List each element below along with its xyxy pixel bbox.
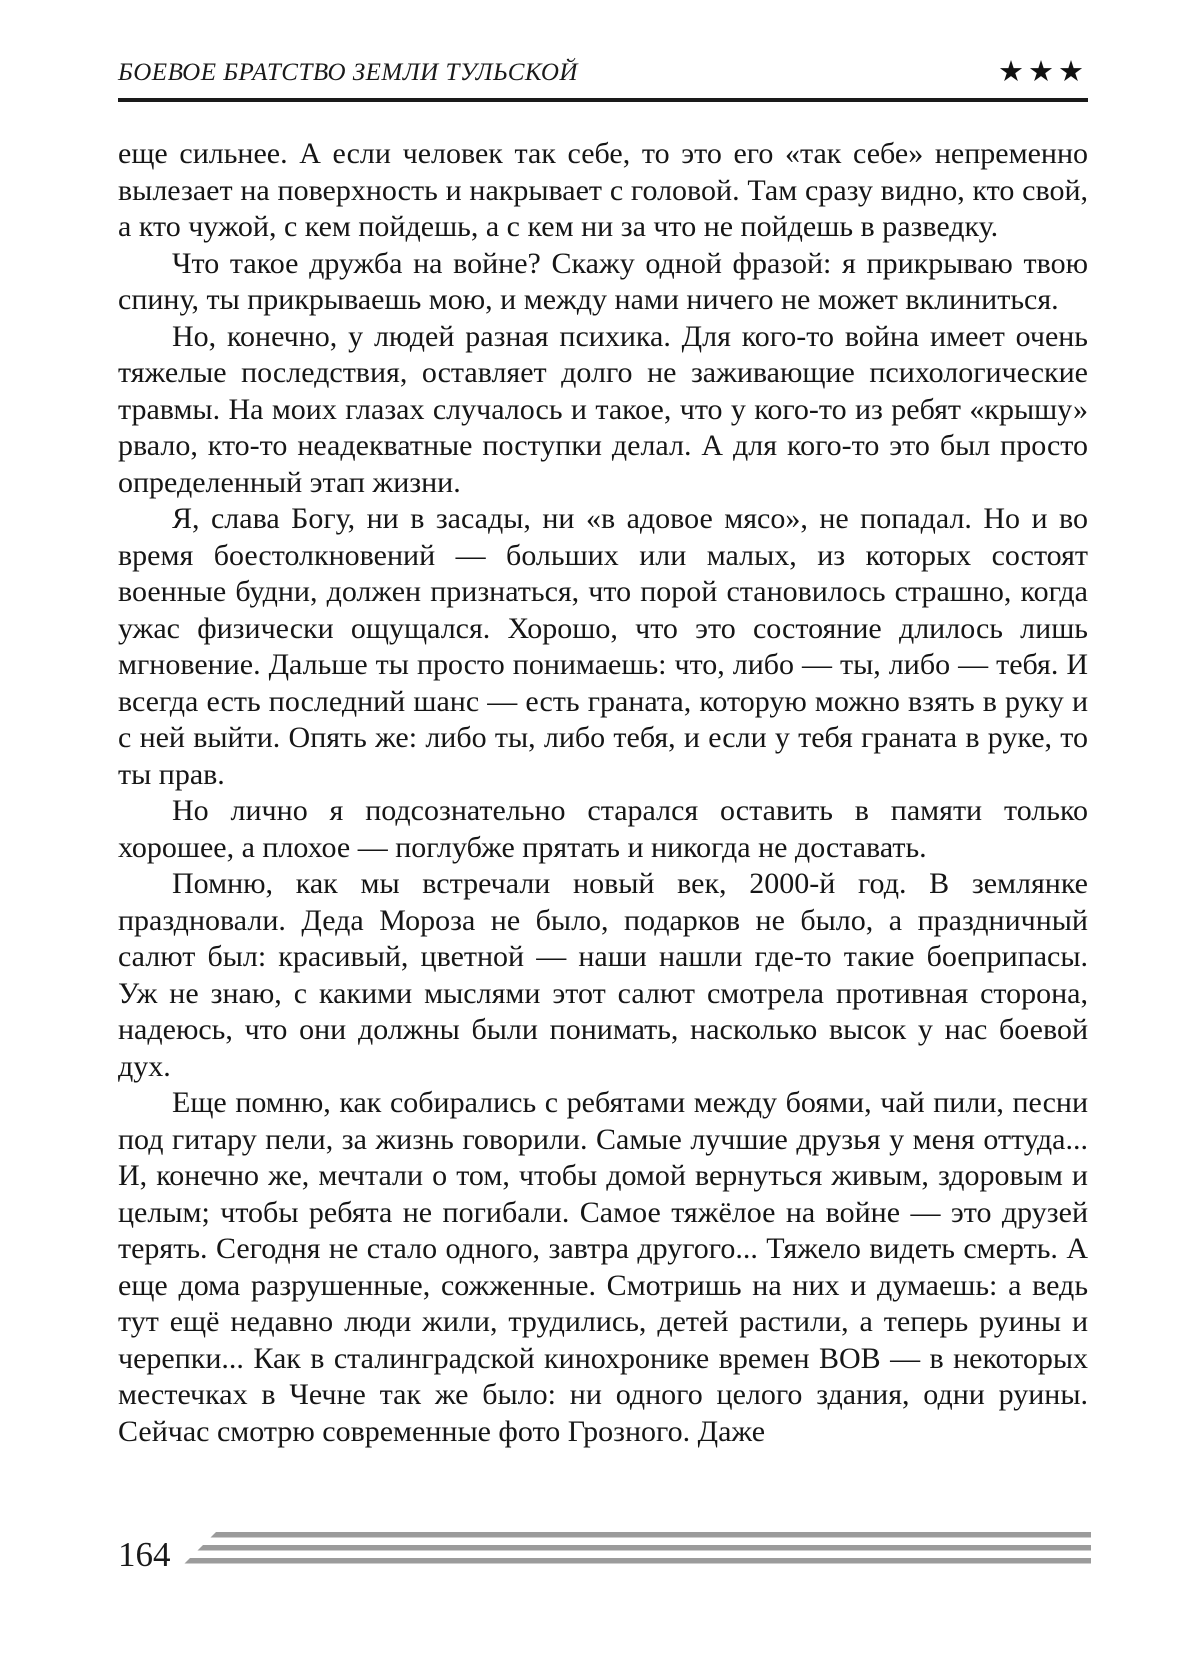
paragraph: Помню, как мы встречали новый век, 2000-й год. В землянке праздновали. Деда Мороза не было, подарков не было, а праздничный салют был: красивый, цветной — наши нашли где-то такие боеприпасы. Уж не знаю, с какими мыслями этот салют смотрела противная сторона, надеюсь, что они должны были понимать, насколько высок у нас боевой дух. — [118, 867, 1088, 1083]
running-title: БОЕВОЕ БРАТСТВО ЗЕМЛИ ТУЛЬСКОЙ — [118, 59, 578, 86]
paragraph: Что такое дружба на войне? Скажу одной фразой: я прикрываю твою спину, ты прикрываешь мою, и между нами ничего не может вклиниться. — [118, 246, 1088, 316]
page-content — [118, 0, 1088, 1450]
footer-stripe — [210, 1532, 1091, 1538]
footer-stripe — [197, 1545, 1091, 1551]
body-text — [118, 136, 1088, 1450]
paragraph: Еще помню, как собирались с ребятами между боями, чай пили, песни под гитару пели, за жизнь говорили. Самые лучшие друзья у меня оттуда... И, конечно же, мечтали о том, чтобы домой вернуться живым, здоровым и целым; чтобы ребята не погибали. Самое тяжёлое на войне — это друзей терять. Сегодня не стало одного, завтра другого... Тяжело видеть смерть. А еще дома разрушенные, сожженные. Смотришь на них и думаешь: а ведь тут ещё недавно люди жили, трудились, детей растили, а теперь руины и черепки... Как в сталинградской кинохронике времен ВОВ — в некоторых местечках в Чечне так же было: ни одного целого здания, одни руины. Сейчас смотрю современные фото Грозного. Даже — [118, 1086, 1088, 1448]
footer-stripe — [184, 1558, 1091, 1564]
page-number: 164 — [118, 1535, 171, 1574]
footer-stripes-decoration — [183, 1531, 1091, 1565]
three-stars-icon: ★★★ — [998, 56, 1088, 88]
header-rule — [118, 98, 1088, 102]
paragraph: Но, конечно, у людей разная психика. Для кого-то война имеет очень тяжелые последствия, оставляет долго не заживающие психологические травмы. На моих глазах случалось и такое, что у кого-то из ребят «крышу» рвало, кто-то неадекватные поступки делал. А для кого-то это был просто определенный этап жизни. — [118, 319, 1088, 499]
paragraph: еще сильнее. А если человек так себе, то это его «так себе» непременно вылезает на поверхность и накрывает с головой. Там сразу видно, кто свой, а кто чужой, с кем пойдешь, а с кем ни за что не пойдешь в разведку. — [118, 137, 1088, 243]
running-header — [118, 58, 1088, 87]
paragraph: Но лично я подсознательно старался оставить в памяти только хорошее, а плохое — поглубже прятать и никогда не доставать. — [118, 794, 1088, 864]
paragraph: Я, слава Богу, ни в засады, ни «в адовое мясо», не попадал. Но и во время боестолкновений — больших или малых, из которых состоят военные будни, должен признаться, что порой становилось страшно, когда ужас физически ощущался. Хорошо, что это состояние длилось лишь мгновение. Дальше ты просто понимаешь: что, либо — ты, либо — тебя. И всегда есть последний шанс — есть граната, которую можно взять в руку и с ней выйти. Опять же: либо ты, либо тебя, и если у тебя граната в руке, то ты прав. — [118, 502, 1088, 791]
page-footer — [118, 1529, 1090, 1572]
